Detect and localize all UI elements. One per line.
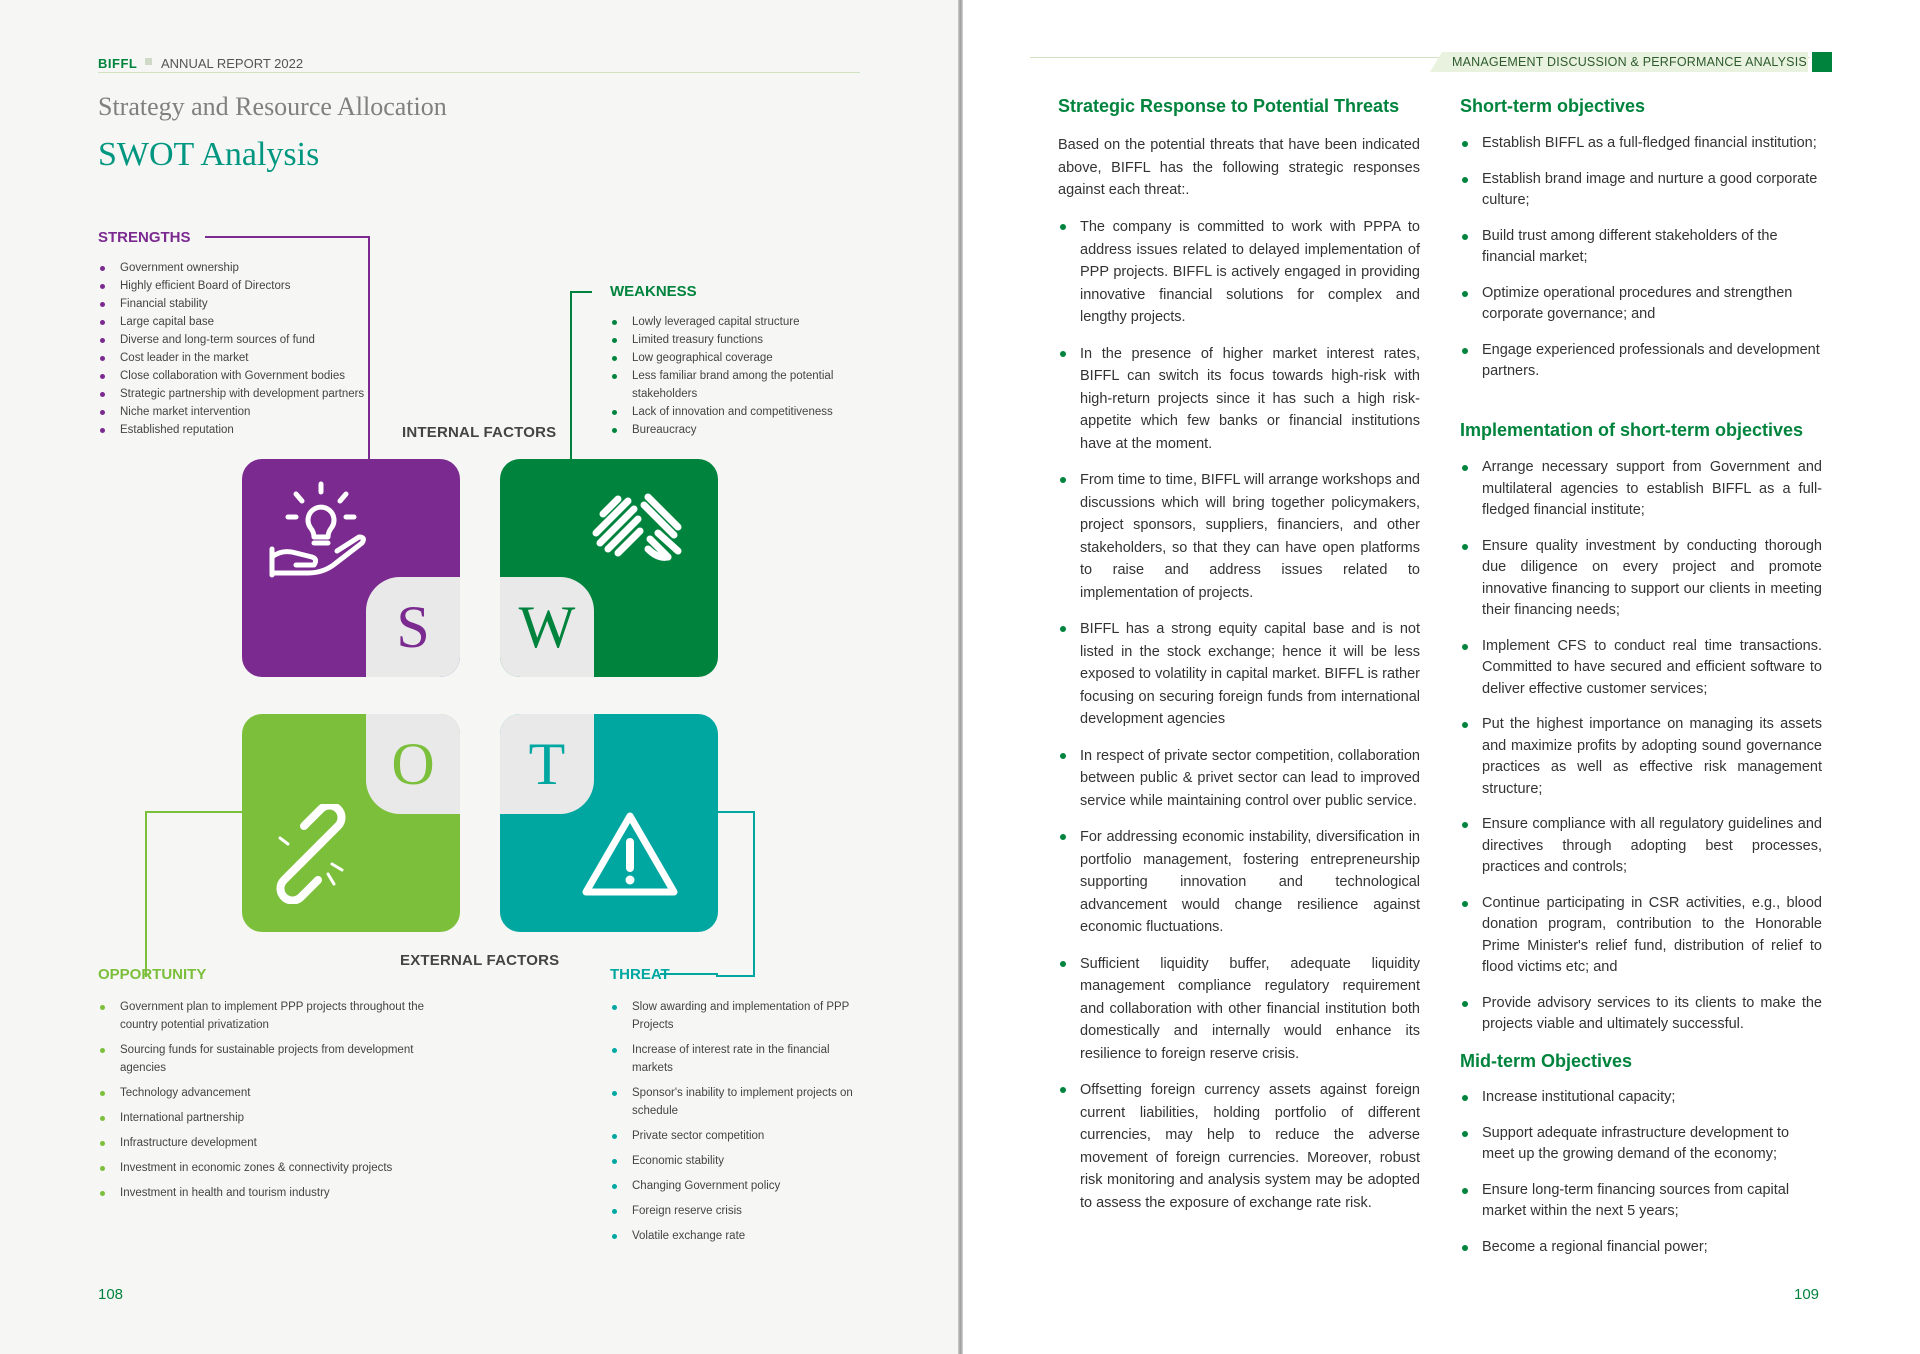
strength-item: Cost leader in the market: [98, 349, 373, 367]
left-page: [0, 0, 958, 1354]
threat-response-item: In respect of private sector competition, collaboration between public & privet sector can lead to improved service while maintaining control over public service.: [1058, 745, 1420, 813]
weakness-connector: [570, 291, 592, 462]
short-term-item: Optimize operational procedures and strengthen corporate governance; and: [1460, 283, 1822, 326]
mid-term-item: Ensure long-term financing sources from capital market within the next 5 years;: [1460, 1180, 1822, 1223]
opportunity-item: Investment in economic zones & connectivity projects: [98, 1159, 438, 1177]
threat-item: Economic stability: [610, 1152, 860, 1170]
mid-term-item: Increase institutional capacity;: [1460, 1087, 1822, 1109]
threat-item: Sponsor's inability to implement projects on schedule: [610, 1084, 860, 1120]
opportunity-connector: [145, 811, 245, 977]
threat-item: Private sector competition: [610, 1127, 860, 1145]
strength-item: Large capital base: [98, 313, 373, 331]
strengths-letter: S: [366, 577, 460, 677]
weakness-letter: W: [500, 577, 594, 677]
threat-item: Foreign reserve crisis: [610, 1202, 860, 1220]
implementation-list: [1460, 457, 1822, 1050]
section-subtitle: Strategy and Resource Allocation: [98, 92, 447, 121]
threat-response-item: In the presence of higher market interest rates, BIFFL can switch its focus towards high-risk with high-return projects since it has such a high risk-appetite which few banks or financial institutions have at the moment.: [1058, 343, 1420, 456]
threats-response-list: [1058, 216, 1420, 1228]
threats-response-heading: Strategic Response to Potential Threats: [1058, 96, 1400, 116]
threat-connector: [716, 811, 755, 977]
short-term-item: Establish BIFFL as a full-fledged financial institution;: [1460, 133, 1822, 155]
implementation-heading: Implementation of short-term objectives: [1460, 420, 1804, 440]
header-report-title: ANNUAL REPORT 2022: [161, 56, 304, 71]
mid-term-item: Support adequate infrastructure development to meet up the growing demand of the economy;: [1460, 1123, 1822, 1166]
handshake-icon: [588, 489, 688, 579]
strength-item: Strategic partnership with development partners: [98, 385, 373, 403]
broken-chain-icon: [262, 804, 362, 904]
strength-item: Niche market intervention: [98, 403, 373, 421]
opportunity-item: Sourcing funds for sustainable projects from development agencies: [98, 1041, 438, 1077]
implementation-item: Continue participating in CSR activities, e.g., blood donation program, contribution to the Honorable Prime Minister's relief fund, distribution of relief to flood victims etc; and: [1460, 893, 1822, 979]
strengths-tile: [242, 459, 460, 677]
threat-item: Slow awarding and implementation of PPP Projects: [610, 998, 860, 1034]
strength-item: Established reputation: [98, 421, 373, 439]
strength-item: Highly efficient Board of Directors: [98, 277, 373, 295]
threat-response-item: BIFFL has a strong equity capital base and is not listed in the stock exchange; hence it will be less exposed to volatility in capital market. BIFFL is rather focusing on securing foreign funds from international development agencies: [1058, 618, 1420, 731]
header-separator: [145, 58, 152, 65]
mid-term-heading: Mid-term Objectives: [1460, 1051, 1633, 1071]
threat-response-item: From time to time, BIFFL will arrange workshops and discussions which will bring together policymakers, project sponsors, suppliers, financiers, and other stakeholders, so that they can have open platforms to raise and address issues related to implementation of projects.: [1058, 469, 1420, 604]
strengths-heading: STRENGTHS: [98, 229, 191, 246]
weakness-item: Limited treasury functions: [610, 331, 860, 349]
implementation-item: Ensure quality investment by conducting thorough due diligence on every project and promote innovative financing to support our clients in meeting their financing needs;: [1460, 536, 1822, 622]
weakness-tile: [500, 459, 718, 677]
warning-triangle-icon: [580, 810, 680, 900]
page-number-right: 109: [1794, 1286, 1820, 1303]
page-title: SWOT Analysis: [98, 136, 320, 173]
lightbulb-hand-icon: [266, 479, 376, 589]
short-term-item: Engage experienced professionals and development partners.: [1460, 340, 1822, 383]
mid-term-item: Become a regional financial power;: [1460, 1237, 1822, 1259]
weakness-heading: WEAKNESS: [610, 283, 697, 300]
weakness-item: Lowly leveraged capital structure: [610, 313, 860, 331]
implementation-item: Implement CFS to conduct real time transactions. Committed to have secured and efficient software to deliver effective customer services;: [1460, 636, 1822, 701]
opportunity-item: International partnership: [98, 1109, 438, 1127]
header-green-square: [1812, 52, 1832, 72]
weakness-item: Less familiar brand among the potential stakeholders: [610, 367, 860, 403]
short-term-item: Establish brand image and nurture a good corporate culture;: [1460, 169, 1822, 212]
opportunity-list: [98, 998, 438, 1209]
opportunity-item: Technology advancement: [98, 1084, 438, 1102]
external-factors-label: EXTERNAL FACTORS: [400, 952, 560, 969]
implementation-item: Arrange necessary support from Government and multilateral agencies to establish BIFFL as a full-fledged financial institute;: [1460, 457, 1822, 522]
short-term-list: [1460, 133, 1822, 397]
threat-response-item: For addressing economic instability, diversification in portfolio management, fostering entrepreneurship supporting innovation and technological advancement would change resilience against economic fluctuations.: [1058, 826, 1420, 939]
mid-term-list: [1460, 1087, 1822, 1272]
short-term-heading: Short-term objectives: [1460, 96, 1646, 116]
threat-letter: T: [500, 714, 594, 814]
threat-list: [610, 998, 860, 1252]
threats-intro: Based on the potential threats that have been indicated above, BIFFL has the following strategic responses against each threat:.: [1058, 137, 1420, 198]
weakness-item: Bureaucracy: [610, 421, 860, 439]
opportunity-letter: O: [366, 714, 460, 814]
strength-item: Diverse and long-term sources of fund: [98, 331, 373, 349]
internal-factors-label: INTERNAL FACTORS: [402, 424, 557, 441]
threat-response-item: Sufficient liquidity buffer, adequate liquidity management compliance regulatory requirement and collaboration with other financial institution both domestically and internally would enhance its resilience to foreign reserve crisis.: [1058, 953, 1420, 1066]
opportunity-item: Investment in health and tourism industry: [98, 1184, 438, 1202]
threat-item: Increase of interest rate in the financial markets: [610, 1041, 860, 1077]
header-rule: [98, 72, 860, 73]
opportunity-tile: [242, 714, 460, 932]
threat-item: Volatile exchange rate: [610, 1227, 860, 1245]
strength-item: Government ownership: [98, 259, 373, 277]
implementation-item: Ensure compliance with all regulatory guidelines and directives through adopting best processes, practices and controls;: [1460, 814, 1822, 879]
threat-item: Changing Government policy: [610, 1177, 860, 1195]
weakness-list: [610, 313, 860, 439]
implementation-item: Provide advisory services to its clients to make the projects viable and ultimately successful.: [1460, 993, 1822, 1036]
strength-item: Close collaboration with Government bodies: [98, 367, 373, 385]
opportunity-item: Government plan to implement PPP projects throughout the country potential privatization: [98, 998, 438, 1034]
implementation-item: Put the highest importance on managing its assets and maximize profits by adopting sound governance practices as well as effective risk management structure;: [1460, 714, 1822, 800]
threat-response-item: Offsetting foreign currency assets against foreign current liabilities, holding portfolio of different currencies, may help to reduce the adverse movement of foreign currencies. Moreover, robust risk monitoring and analysis system may be adopted to assess the exposure of exchange rate risk.: [1058, 1079, 1420, 1214]
threat-heading: THREAT: [610, 966, 670, 983]
opportunity-item: Infrastructure development: [98, 1134, 438, 1152]
opportunity-heading: OPPORTUNITY: [98, 966, 207, 983]
weakness-item: Lack of innovation and competitiveness: [610, 403, 860, 421]
short-term-item: Build trust among different stakeholders of the financial market;: [1460, 226, 1822, 269]
strengths-list: [98, 259, 373, 439]
header-brand: BIFFL: [98, 56, 138, 71]
threat-response-item: The company is committed to work with PPPA to address issues related to delayed implementation of PPP projects. BIFFL is actively engaged in providing innovative financial solutions for complex and lengthy projects.: [1058, 216, 1420, 329]
header-section-title: MANAGEMENT DISCUSSION & PERFORMANCE ANALYSIS: [1452, 55, 1807, 69]
strength-item: Financial stability: [98, 295, 373, 313]
page-number-left: 108: [98, 1286, 124, 1303]
threat-tile: [500, 714, 718, 932]
weakness-item: Low geographical coverage: [610, 349, 860, 367]
